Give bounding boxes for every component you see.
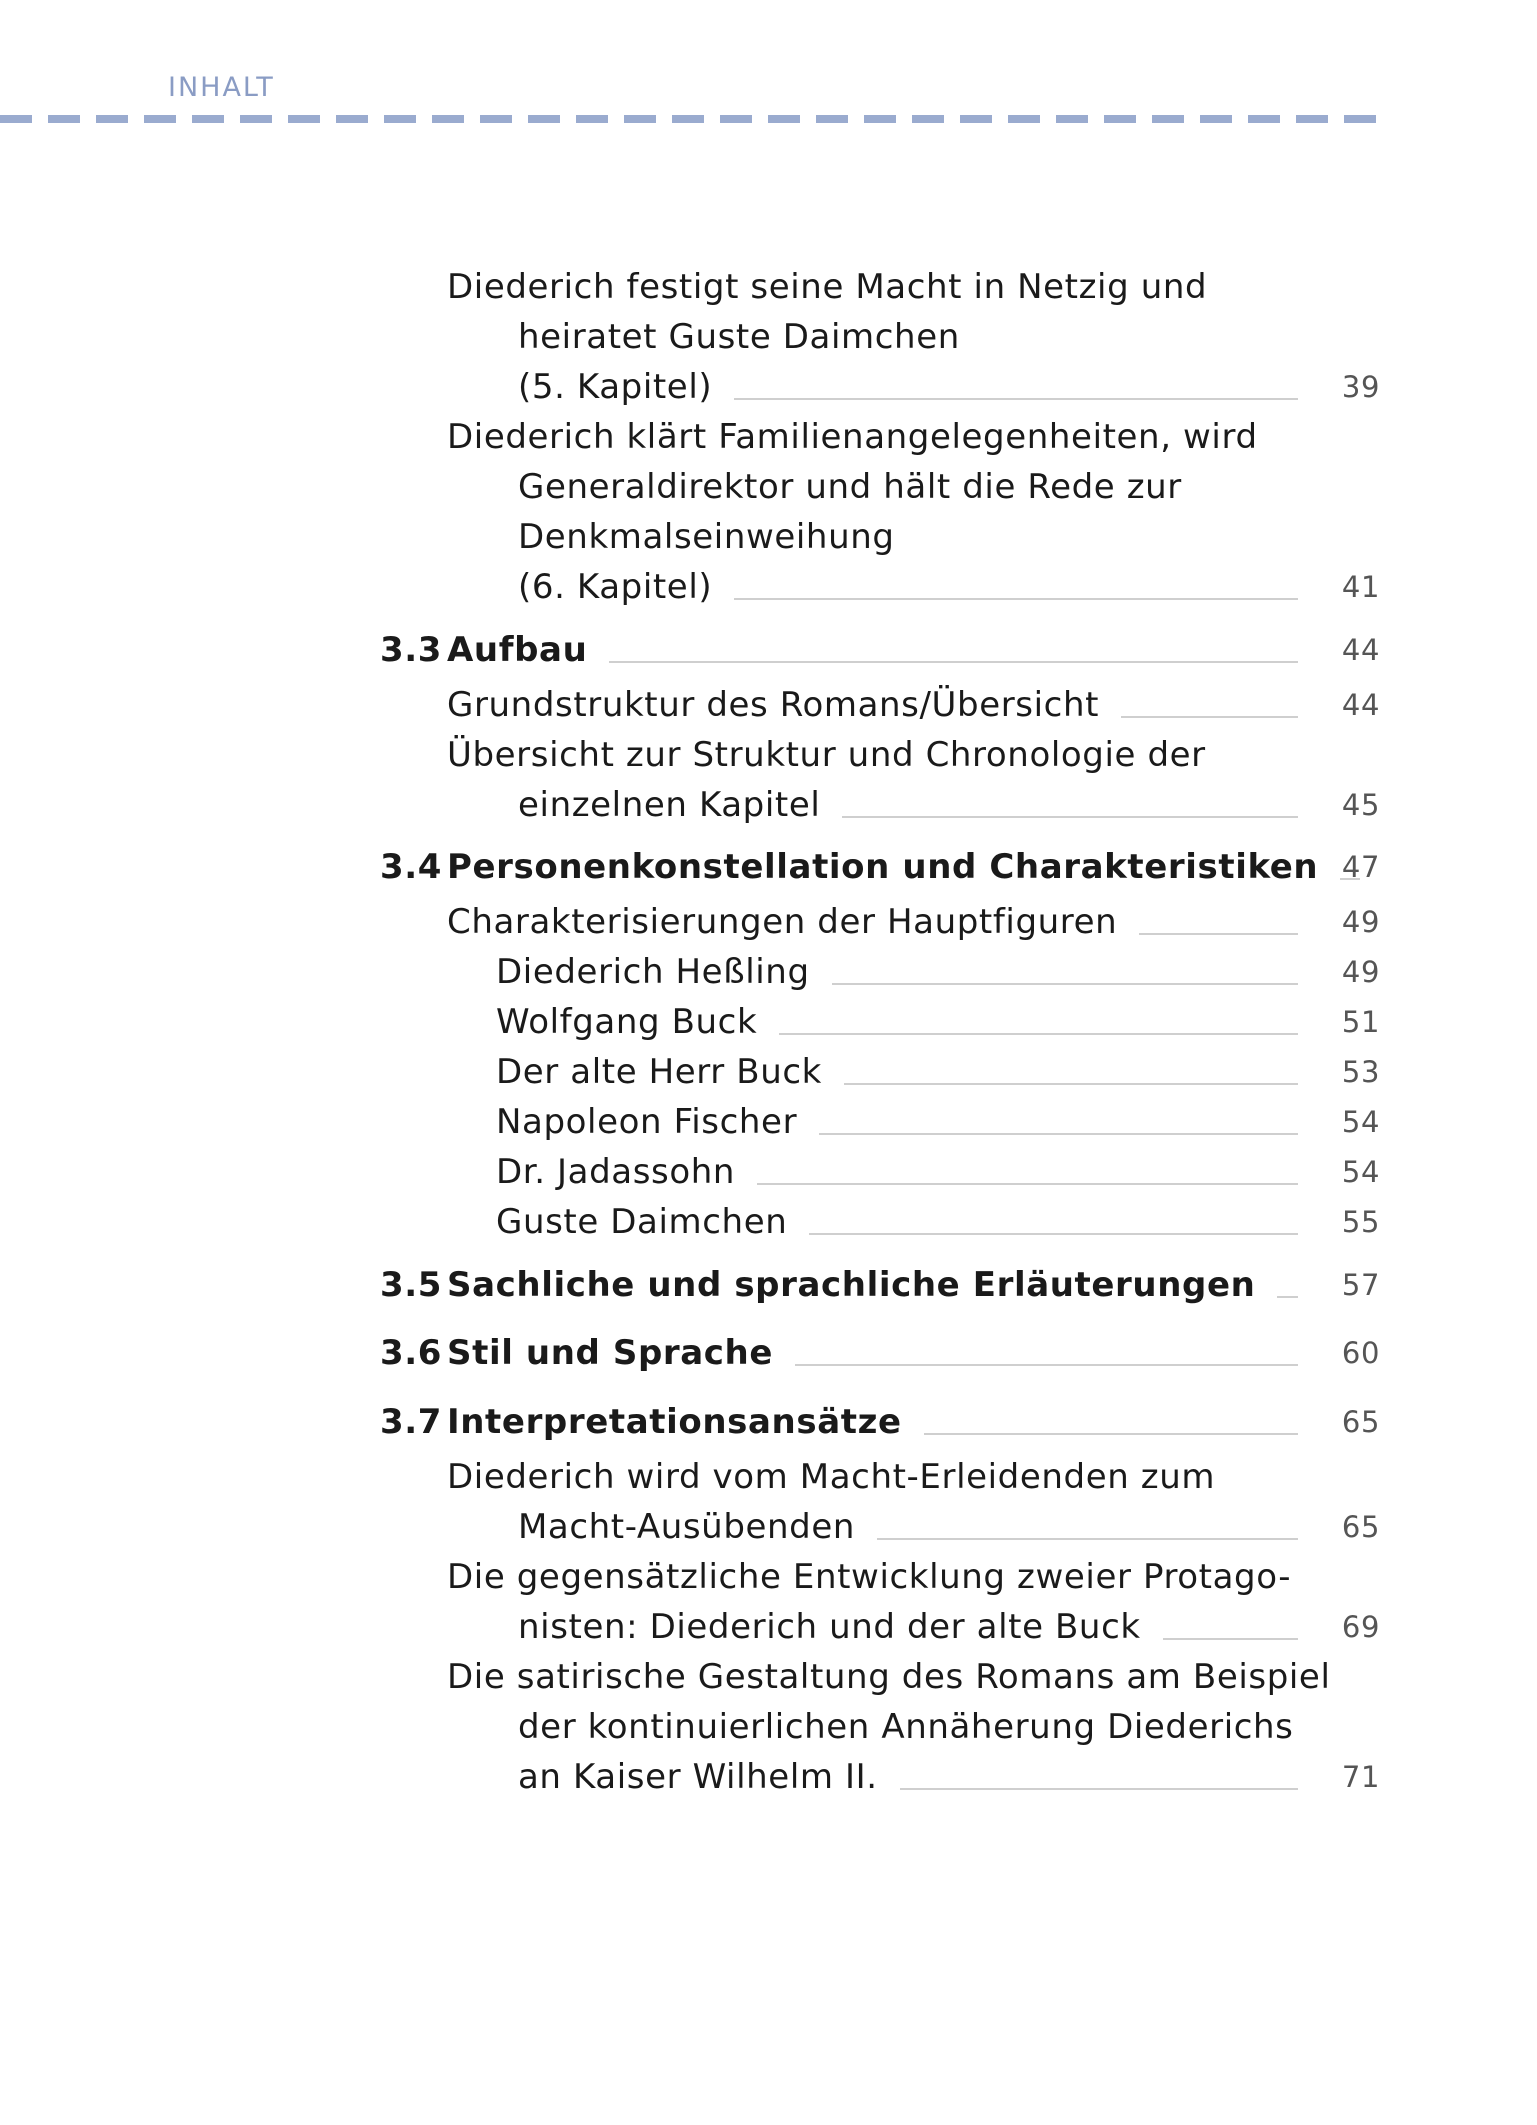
entry-title-line: Generaldirektor und hält die Rede zur bbox=[518, 467, 1182, 507]
page-number: 41 bbox=[1341, 570, 1380, 604]
entry-title-line: Interpretationsansätze bbox=[447, 1402, 902, 1442]
entry-title-line: Sachliche und sprachliche Erläuterungen bbox=[447, 1265, 1256, 1305]
page-number: 47 bbox=[1341, 850, 1380, 884]
running-header: INHALT bbox=[168, 72, 275, 103]
dot-leader bbox=[844, 1083, 1298, 1085]
dot-leader bbox=[924, 1433, 1298, 1435]
section-number: 3.6 bbox=[380, 1333, 443, 1373]
page-number: 65 bbox=[1341, 1405, 1380, 1439]
entry-title-line: Diederich festigt seine Macht in Netzig und bbox=[447, 267, 1208, 307]
entry-title-line: Stil und Sprache bbox=[447, 1333, 774, 1373]
entry-title-line: Napoleon Fischer bbox=[496, 1102, 798, 1142]
dot-leader bbox=[1277, 1296, 1298, 1298]
dot-leader bbox=[757, 1183, 1298, 1185]
section-number: 3.4 bbox=[380, 847, 443, 887]
page-number: 54 bbox=[1341, 1105, 1380, 1139]
page-number: 53 bbox=[1341, 1055, 1380, 1089]
entry-title-line: Charakterisierungen der Hauptfiguren bbox=[447, 902, 1118, 942]
entry-title-line: Die gegensätzliche Entwicklung zweier Protago- bbox=[447, 1557, 1292, 1597]
page-number: 44 bbox=[1341, 633, 1380, 667]
page-number: 45 bbox=[1341, 788, 1380, 822]
entry-title-line: Diederich klärt Familienangelegenheiten, wird bbox=[447, 417, 1258, 457]
entry-title-line: Aufbau bbox=[447, 630, 588, 670]
dot-leader bbox=[900, 1788, 1298, 1790]
page-number: 71 bbox=[1341, 1760, 1380, 1794]
entry-title-line: nisten: Diederich und der alte Buck bbox=[518, 1607, 1141, 1647]
dot-leader bbox=[819, 1133, 1298, 1135]
entry-title-line: heiratet Guste Daimchen bbox=[518, 317, 960, 357]
entry-title-line: der kontinuierlichen Annäherung Diederichs bbox=[518, 1707, 1294, 1747]
entry-title-line: Übersicht zur Struktur und Chronologie der bbox=[447, 735, 1206, 775]
dot-leader bbox=[832, 983, 1298, 985]
dot-leader bbox=[1139, 933, 1298, 935]
dot-leader bbox=[877, 1538, 1298, 1540]
entry-title-line: Guste Daimchen bbox=[496, 1202, 788, 1242]
page-number: 49 bbox=[1341, 955, 1380, 989]
dot-leader bbox=[1163, 1638, 1298, 1640]
entry-title-line: Personenkonstellation und Charakteristiken bbox=[447, 847, 1319, 887]
dot-leader bbox=[734, 598, 1298, 600]
dot-leader bbox=[609, 661, 1298, 663]
dot-leader bbox=[809, 1233, 1298, 1235]
page-number: 60 bbox=[1341, 1336, 1380, 1370]
dot-leader bbox=[734, 398, 1298, 400]
entry-title-line: (5. Kapitel) bbox=[518, 367, 713, 407]
entry-title-line: Der alte Herr Buck bbox=[496, 1052, 822, 1092]
page-number: 55 bbox=[1341, 1205, 1380, 1239]
section-number: 3.7 bbox=[380, 1402, 443, 1442]
entry-title-line: Grundstruktur des Romans/Übersicht bbox=[447, 685, 1100, 725]
entry-title-line: Macht-Ausübenden bbox=[518, 1507, 856, 1547]
page-number: 39 bbox=[1341, 370, 1380, 404]
entry-title-line: Wolfgang Buck bbox=[496, 1002, 758, 1042]
section-number: 3.3 bbox=[380, 630, 443, 670]
page-number: 49 bbox=[1341, 905, 1380, 939]
entry-title-line: Die satirische Gestaltung des Romans am Beispiel bbox=[447, 1657, 1331, 1697]
page-number: 69 bbox=[1341, 1610, 1380, 1644]
section-number: 3.5 bbox=[380, 1265, 443, 1305]
page-number: 65 bbox=[1341, 1510, 1380, 1544]
page-number: 44 bbox=[1341, 688, 1380, 722]
entry-title-line: an Kaiser Wilhelm II. bbox=[518, 1757, 878, 1797]
dot-leader bbox=[779, 1033, 1298, 1035]
dot-leader bbox=[1121, 716, 1298, 718]
entry-title-line: Diederich Heßling bbox=[496, 952, 810, 992]
page-number: 57 bbox=[1341, 1268, 1380, 1302]
entry-title-line: Denkmalseinweihung bbox=[518, 517, 895, 557]
dot-leader bbox=[842, 816, 1298, 818]
entry-title-line: (6. Kapitel) bbox=[518, 567, 713, 607]
entry-title-line: Diederich wird vom Macht-Erleidenden zum bbox=[447, 1457, 1216, 1497]
dot-leader bbox=[795, 1364, 1298, 1366]
entry-title-line: Dr. Jadassohn bbox=[496, 1152, 736, 1192]
page-number: 51 bbox=[1341, 1005, 1380, 1039]
page-number: 54 bbox=[1341, 1155, 1380, 1189]
entry-title-line: einzelnen Kapitel bbox=[518, 785, 821, 825]
